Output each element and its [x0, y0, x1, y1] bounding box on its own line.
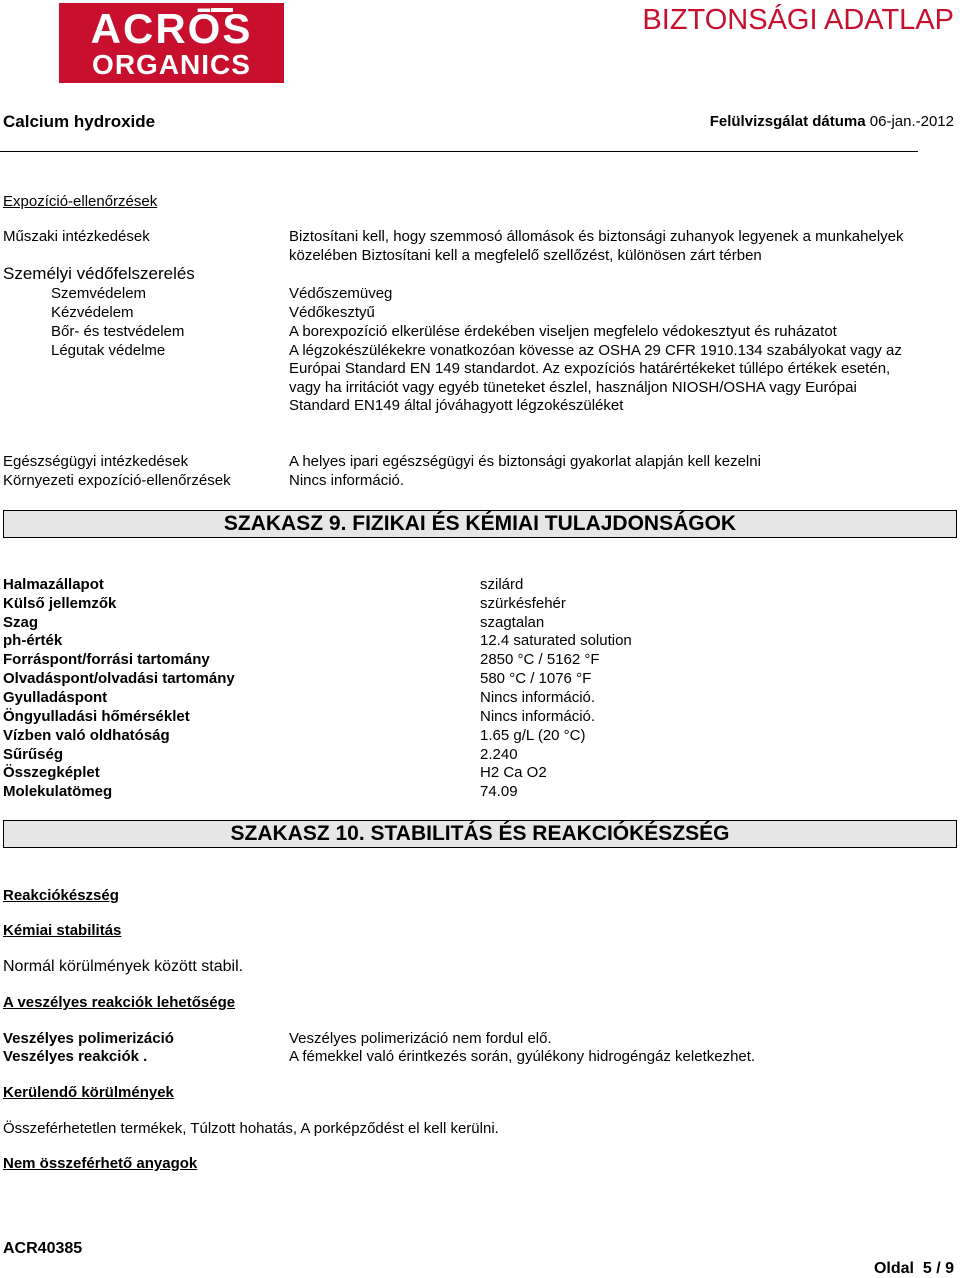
skin-protection-label: Bőr- és testvédelem — [51, 323, 185, 340]
document-code: ACR40385 — [3, 1240, 83, 1257]
property-label: Öngyulladási hőmérséklet — [3, 708, 190, 725]
property-value: szürkésfehér — [480, 595, 566, 612]
stability-heading: Kémiai stabilitás — [3, 922, 122, 939]
header-divider — [0, 151, 918, 152]
revision-date: 06-jan.-2012 — [869, 113, 954, 130]
revision-info — [710, 112, 954, 132]
polymerization-label: Veszélyes polimerizáció — [3, 1030, 174, 1047]
property-value: Nincs információ. — [480, 708, 596, 725]
property-label: Halmazállapot — [3, 576, 104, 593]
property-value: Nincs információ. — [480, 689, 596, 706]
property-label: Olvadáspont/olvadási tartomány — [3, 670, 235, 687]
engineering-text-1: Biztosítani kell, hogy szemmosó állomások és biztonsági zuhanyok legyenek a munkahelyek — [289, 228, 904, 245]
property-label: Molekulatömeg — [3, 783, 113, 800]
environmental-text: Nincs információ. — [289, 472, 405, 489]
property-value: 1.65 g/L (20 °C) — [480, 727, 586, 744]
hand-protection-label: Kézvédelem — [51, 304, 134, 321]
property-label: Összegképlet — [3, 764, 100, 781]
property-label: Gyulladáspont — [3, 689, 108, 706]
polymerization-text: Veszélyes polimerizáció nem fordul elő. — [289, 1030, 552, 1047]
property-value: 2.240 — [480, 746, 518, 763]
respiratory-protection-label: Légutak védelme — [51, 342, 166, 359]
hand-protection-text: Védőkesztyű — [289, 304, 375, 321]
hygiene-text: A helyes ipari egészségügyi és biztonsági gyakorlat alapján kell kezelni — [289, 453, 761, 470]
property-label: Forráspont/forrási tartomány — [3, 651, 210, 668]
property-value: szagtalan — [480, 614, 545, 631]
hazardous-reactions-heading: A veszélyes reakciók lehetősége — [3, 994, 236, 1011]
property-value: 580 °C / 1076 °F — [480, 670, 592, 687]
property-value: 74.09 — [480, 783, 518, 800]
revision-label: Felülvizsgálat dátuma — [709, 113, 866, 130]
hazardous-reactions-text: A fémekkel való érintkezés során, gyúlékony hidrogéngáz keletkezhet. — [289, 1048, 756, 1065]
respiratory-text-2: Európai Standard EN 149 standardot. Az expozíciós határértékeket túllépo értékek esetén, — [289, 360, 891, 377]
logo-text-bottom: ORGANICS — [92, 49, 251, 80]
property-label: ph-érték — [3, 632, 63, 649]
eye-protection-text: Védőszemüveg — [289, 285, 393, 302]
conditions-to-avoid-heading: Kerülendő körülmények — [3, 1084, 174, 1101]
engineering-text-2: közelében Biztosítani kell a megfelelő szellőzést, különösen zárt térben — [289, 247, 762, 264]
hygiene-label: Egészségügyi intézkedések — [3, 453, 189, 470]
respiratory-text-3: vagy ha irritációt vagy egyéb tüneteket észlel, használjon NIOSH/OSHA vagy Európai — [289, 379, 857, 396]
stability-text: Normál körülmények között stabil. — [3, 958, 244, 975]
section-10-title: SZAKASZ 10. STABILITÁS ÉS REAKCIÓKÉSZSÉG — [3, 820, 957, 848]
property-value: szilárd — [480, 576, 524, 593]
incompatible-materials-heading: Nem összeférhető anyagok — [3, 1155, 198, 1172]
eye-protection-label: Szemvédelem — [51, 285, 147, 302]
respiratory-text-1: A légzokészülékekre vonatkozóan kövesse az OSHA 29 CFR 1910.134 szabályokat vagy az — [289, 342, 902, 359]
conditions-to-avoid-text: Összeférhetetlen termékek, Túlzott hohatás, A porképződést el kell kerülni. — [3, 1120, 499, 1137]
property-value: 2850 °C / 5162 °F — [480, 651, 600, 668]
acros-organics-logo — [59, 3, 284, 83]
engineering-label: Műszaki intézkedések — [3, 228, 150, 245]
environmental-label: Környezeti expozíció-ellenőrzések — [3, 472, 231, 489]
logo-text-top: ACRŌS — [90, 5, 253, 52]
skin-protection-text: A borexpozíció elkerülése érdekében viseljen megfelelo védokesztyut és ruházatot — [289, 323, 837, 340]
property-value: 12.4 saturated solution — [480, 632, 632, 649]
section-9-title: SZAKASZ 9. FIZIKAI ÉS KÉMIAI TULAJDONSÁGOK — [3, 510, 957, 538]
product-name: Calcium hydroxide — [3, 112, 156, 131]
document-title: BIZTONSÁGI ADATLAP — [642, 4, 954, 36]
ppe-label: Személyi védőfelszerelés — [3, 264, 195, 283]
property-label: Vízben való oldhatóság — [3, 727, 170, 744]
page-number: Oldal 5 / 9 — [873, 1260, 954, 1277]
property-label: Sűrűség — [3, 746, 64, 763]
property-label: Szag — [3, 614, 39, 631]
property-value: H2 Ca O2 — [480, 764, 547, 781]
exposure-heading: Expozíció-ellenőrzések — [3, 193, 158, 210]
reactivity-heading: Reakciókészség — [3, 887, 119, 904]
respiratory-text-4: Standard EN149 által jóváhagyott légzokészüléket — [289, 397, 624, 414]
hazardous-reactions-label: Veszélyes reakciók . — [3, 1048, 148, 1065]
property-label: Külső jellemzők — [3, 595, 117, 612]
